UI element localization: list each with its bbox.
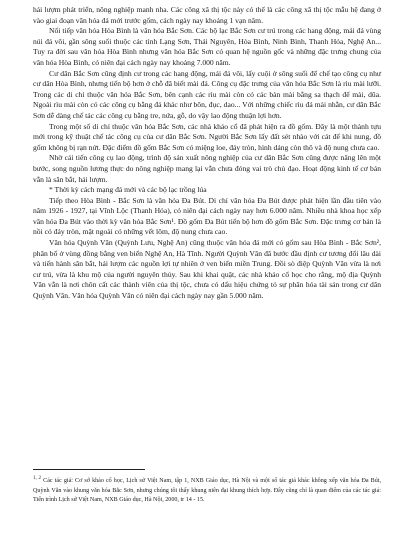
paragraph-6: Tiếp theo Hòa Bình - Bắc Sơn là văn hóa Đa Bút. Di chỉ văn hóa Đa Bút được phát hiện lần đầu tiên vào năm 1926 - 1927, tại Vĩnh Lộc (Thanh Hóa), có niên đại cách ngày nay hơn 6.000 năm. Nhiều nhà khoa học xếp văn hóa Đa Bút vào thời kỳ văn hóa Bắc Sơn¹. Đồ gốm Đa Bút tiến bộ hơn đồ gốm Bắc Sơn. Đặc trưng cơ bản là nồi có đáy tròn, mặt ngoài có những vết lõm, độ nung chưa cao. — [33, 195, 381, 237]
section-heading: * Thời kỳ cách mạng đá mới và các bộ lạc trồng lúa — [49, 185, 207, 195]
footnote-text: Các tác giả: Cơ sở khảo cổ học, Lịch sử Việt Nam, tập 1, NXB Giáo dục, Hà Nội và một số tác giả khác không xếp văn hóa Đa Bút, Quỳnh Văn vào khung văn hóa Bắc Sơn, nhưng chúng tôi thấy khung niên đại khung thích hợp. Đây cũng chỉ là quan điểm của các tác giả: Tiến trình Lịch sử Việt Nam, NXB Giáo dục, Hà Nội, 2000, tr 14 - 15. — [33, 478, 382, 503]
paragraph-3: Cư dân Bắc Sơn cũng định cư trong các hang động, mái đá vôi, lấy cuội ở sông suối để chế tạo công cụ như cư dân Hòa Bình, nhưng tiến bộ hơn ở chỗ đã biết mài đá. Công cụ đặc trưng của văn hóa Bắc Sơn là rìu mài lưỡi. Trong các di chỉ thuộc văn hóa Bắc Sơn, bên cạnh các rìu mài còn có các bàn mài bằng sa thạch để mài, dũa. Ngoài rìu mài còn có các công cụ bằng đá khác như bôn, đục, dao... Với những chiếc rìu đá mài nhẵn, cư dân Bắc Sơn dễ dàng chế tác các công cụ bằng tre, nứa, gỗ, do vậy lao động thuận lợi hơn. — [33, 68, 381, 120]
paragraph-2: Nối tiếp văn hóa Hòa Bình là văn hóa Bắc Sơn. Các bộ lạc Bắc Sơn cư trú trong các hang động, mái đá vùng núi đá vôi, gần sông suối thuộc các tỉnh Lạng Sơn, Thái Nguyên, Hòa Bình, Ninh Bình, Thanh Hóa, Nghệ An... Tuy ra đời sau văn hóa Hòa Bình nhưng văn hóa Bắc Sơn có quan hệ nguồn gốc và những đặc trưng chung của văn hóa Hòa Bình, có niên đại cách ngày nay khoảng 7.000 năm. — [33, 26, 381, 67]
paragraph-5: Nhờ cải tiến công cụ lao động, trình độ sản xuất nông nghiệp của cư dân Bắc Sơn cũng được nâng lên một bước, song nguồn lương thực do nông nghiệp mang lại vẫn chưa đóng vai trò chủ đạo. Hoạt động kinh tế cơ bản vẫn là săn bắt, hái lượm. — [33, 153, 381, 184]
document-body — [33, 5, 381, 302]
footnote-divider — [33, 469, 145, 470]
paragraph-1: hái lượm phát triển, nông nghiệp manh nha. Các công xã thị tộc này có thể là các công xã thị tộc mẫu hệ đang ở vào giai đoạn văn hóa đá mới trước gốm, cách ngày nay khoảng 1 vạn năm. — [33, 5, 381, 25]
footnote — [33, 477, 381, 506]
paragraph-7: Văn hóa Quỳnh Văn (Quỳnh Lưu, Nghệ An) cũng thuộc văn hóa đá mới có gốm sau Hòa Bình - Bắc Sơn², phân bố ở vùng đồng bằng ven biển Nghệ An, Hà Tĩnh. Người Quỳnh Văn đã bước đầu định cư tương đối lâu dài và tiến hành săn bắt, hái lượm các nguồn lợi tự nhiên ở ven biển miền Trung. Đồi sò điệp Quỳnh Văn vừa là nơi cư trú, vừa là khu mộ của người nguyên thủy. Sau khi khai quật, các nhà khảo cổ học cho rằng, mộ địa Quỳnh Văn vẫn là nơi chôn cất các thành viên của thị tộc, chưa có dấu hiệu chứng tỏ sự phân hóa tài sản trong cư dân Quỳnh Văn. Văn hóa Quỳnh Văn có niên đại cách ngày nay gần 5.000 năm. — [33, 238, 381, 301]
footnote-marker: 1, 2 — [33, 475, 42, 481]
paragraph-4: Trong một số di chỉ thuộc văn hóa Bắc Sơn, các nhà khảo cổ đã phát hiện ra đồ gốm. Đây là một thành tựu mới trong kỹ thuật chế tác công cụ của cư dân Bắc Sơn. Người Bắc Sơn lấy đất sét nhào với cát để khi nung, đồ gốm không bị rạn nứt. Đặc điểm đồ gốm Bắc Sơn có miệng loe, đáy tròn, hình dáng còn thô và độ nung chưa cao. — [33, 121, 381, 152]
